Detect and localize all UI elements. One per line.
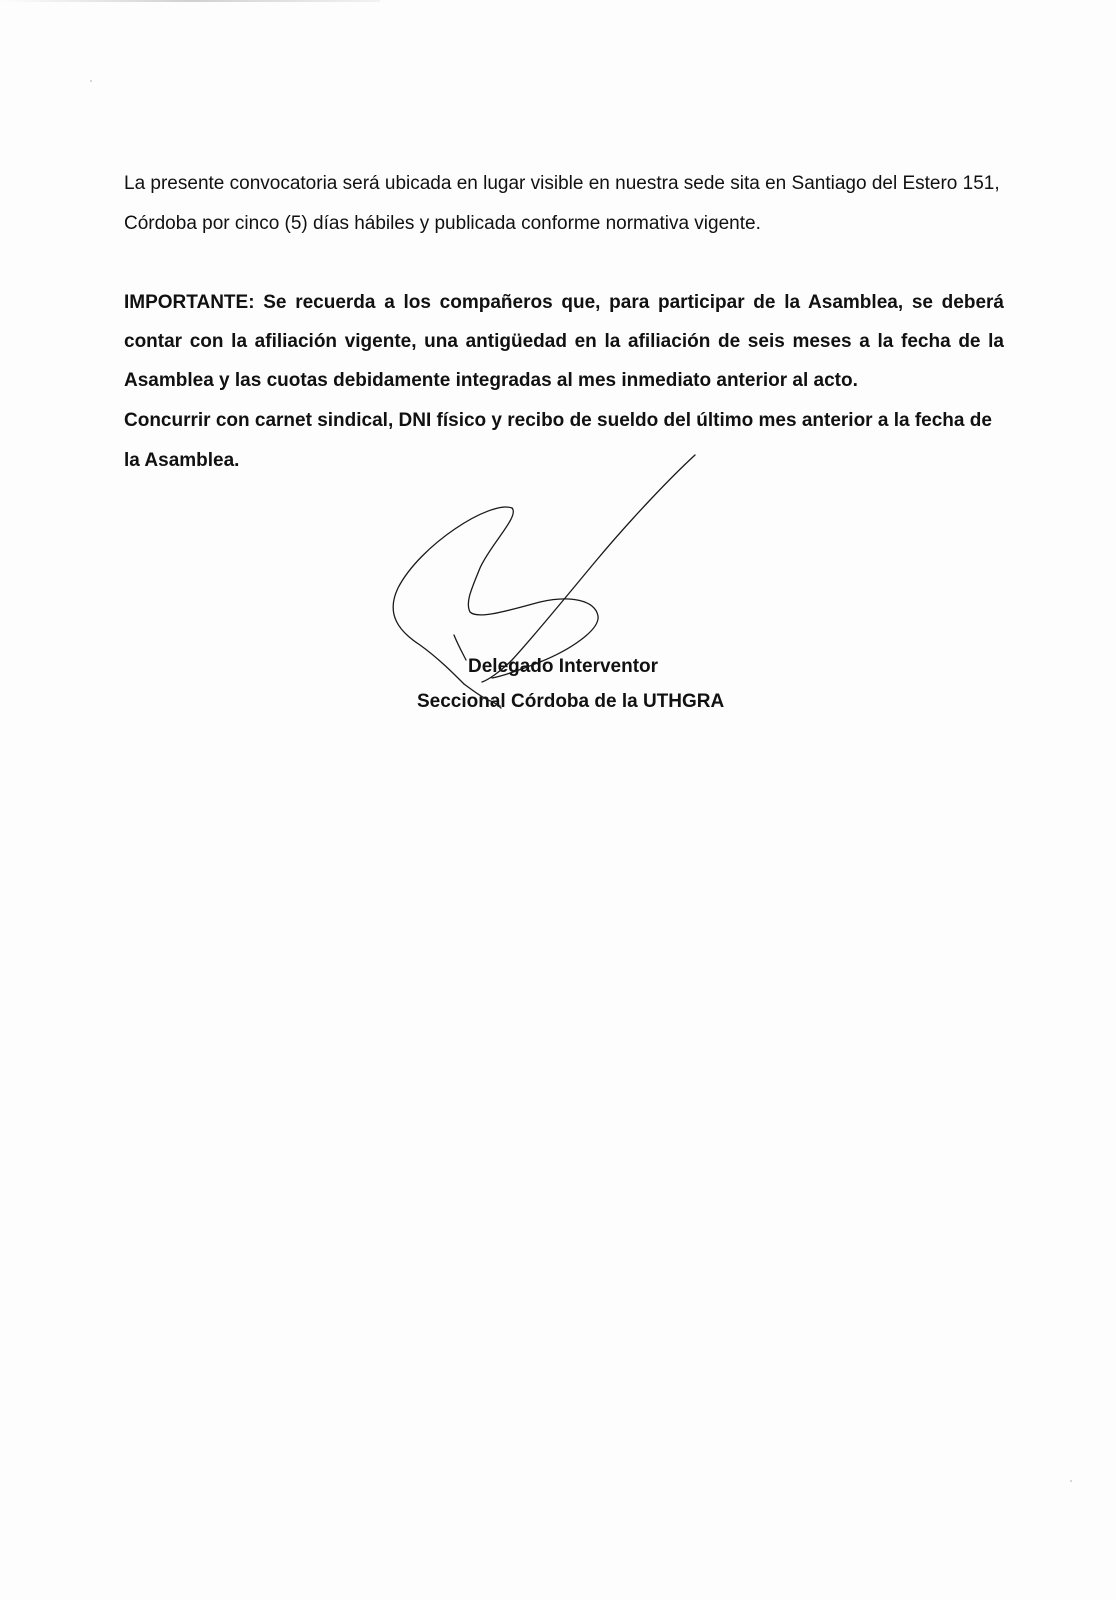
paper-speck	[90, 80, 92, 82]
importante-text: Se recuerda a los compañeros que, para participar de la Asamblea, se deberá contar con la afiliación vigente, una antigüedad en la afiliación de seis meses a la fecha de la Asamblea y las cuotas debidamente integradas al mes inmediato anterior al acto.	[124, 292, 1004, 391]
importante-label: IMPORTANTE:	[124, 292, 255, 313]
scan-edge-line	[0, 0, 380, 2]
paper-speck	[1070, 1480, 1072, 1482]
signatory-organization: Seccional Córdoba de la UTHGRA	[417, 691, 725, 712]
signatory-title: Delegado Interventor	[468, 656, 659, 677]
convocatoria-paragraph: La presente convocatoria será ubicada en lugar visible en nuestra sede sita en Santiago del Estero 151, Córdoba por cinco (5) días hábiles y publicada conforme normativa vigente.	[124, 173, 1000, 234]
handwritten-signature	[380, 450, 720, 730]
importante-paragraph	[124, 283, 1004, 400]
concurrir-paragraph: Concurrir con carnet sindical, DNI físico y recibo de sueldo del último mes anterior a la fecha de la Asamblea.	[124, 410, 992, 471]
